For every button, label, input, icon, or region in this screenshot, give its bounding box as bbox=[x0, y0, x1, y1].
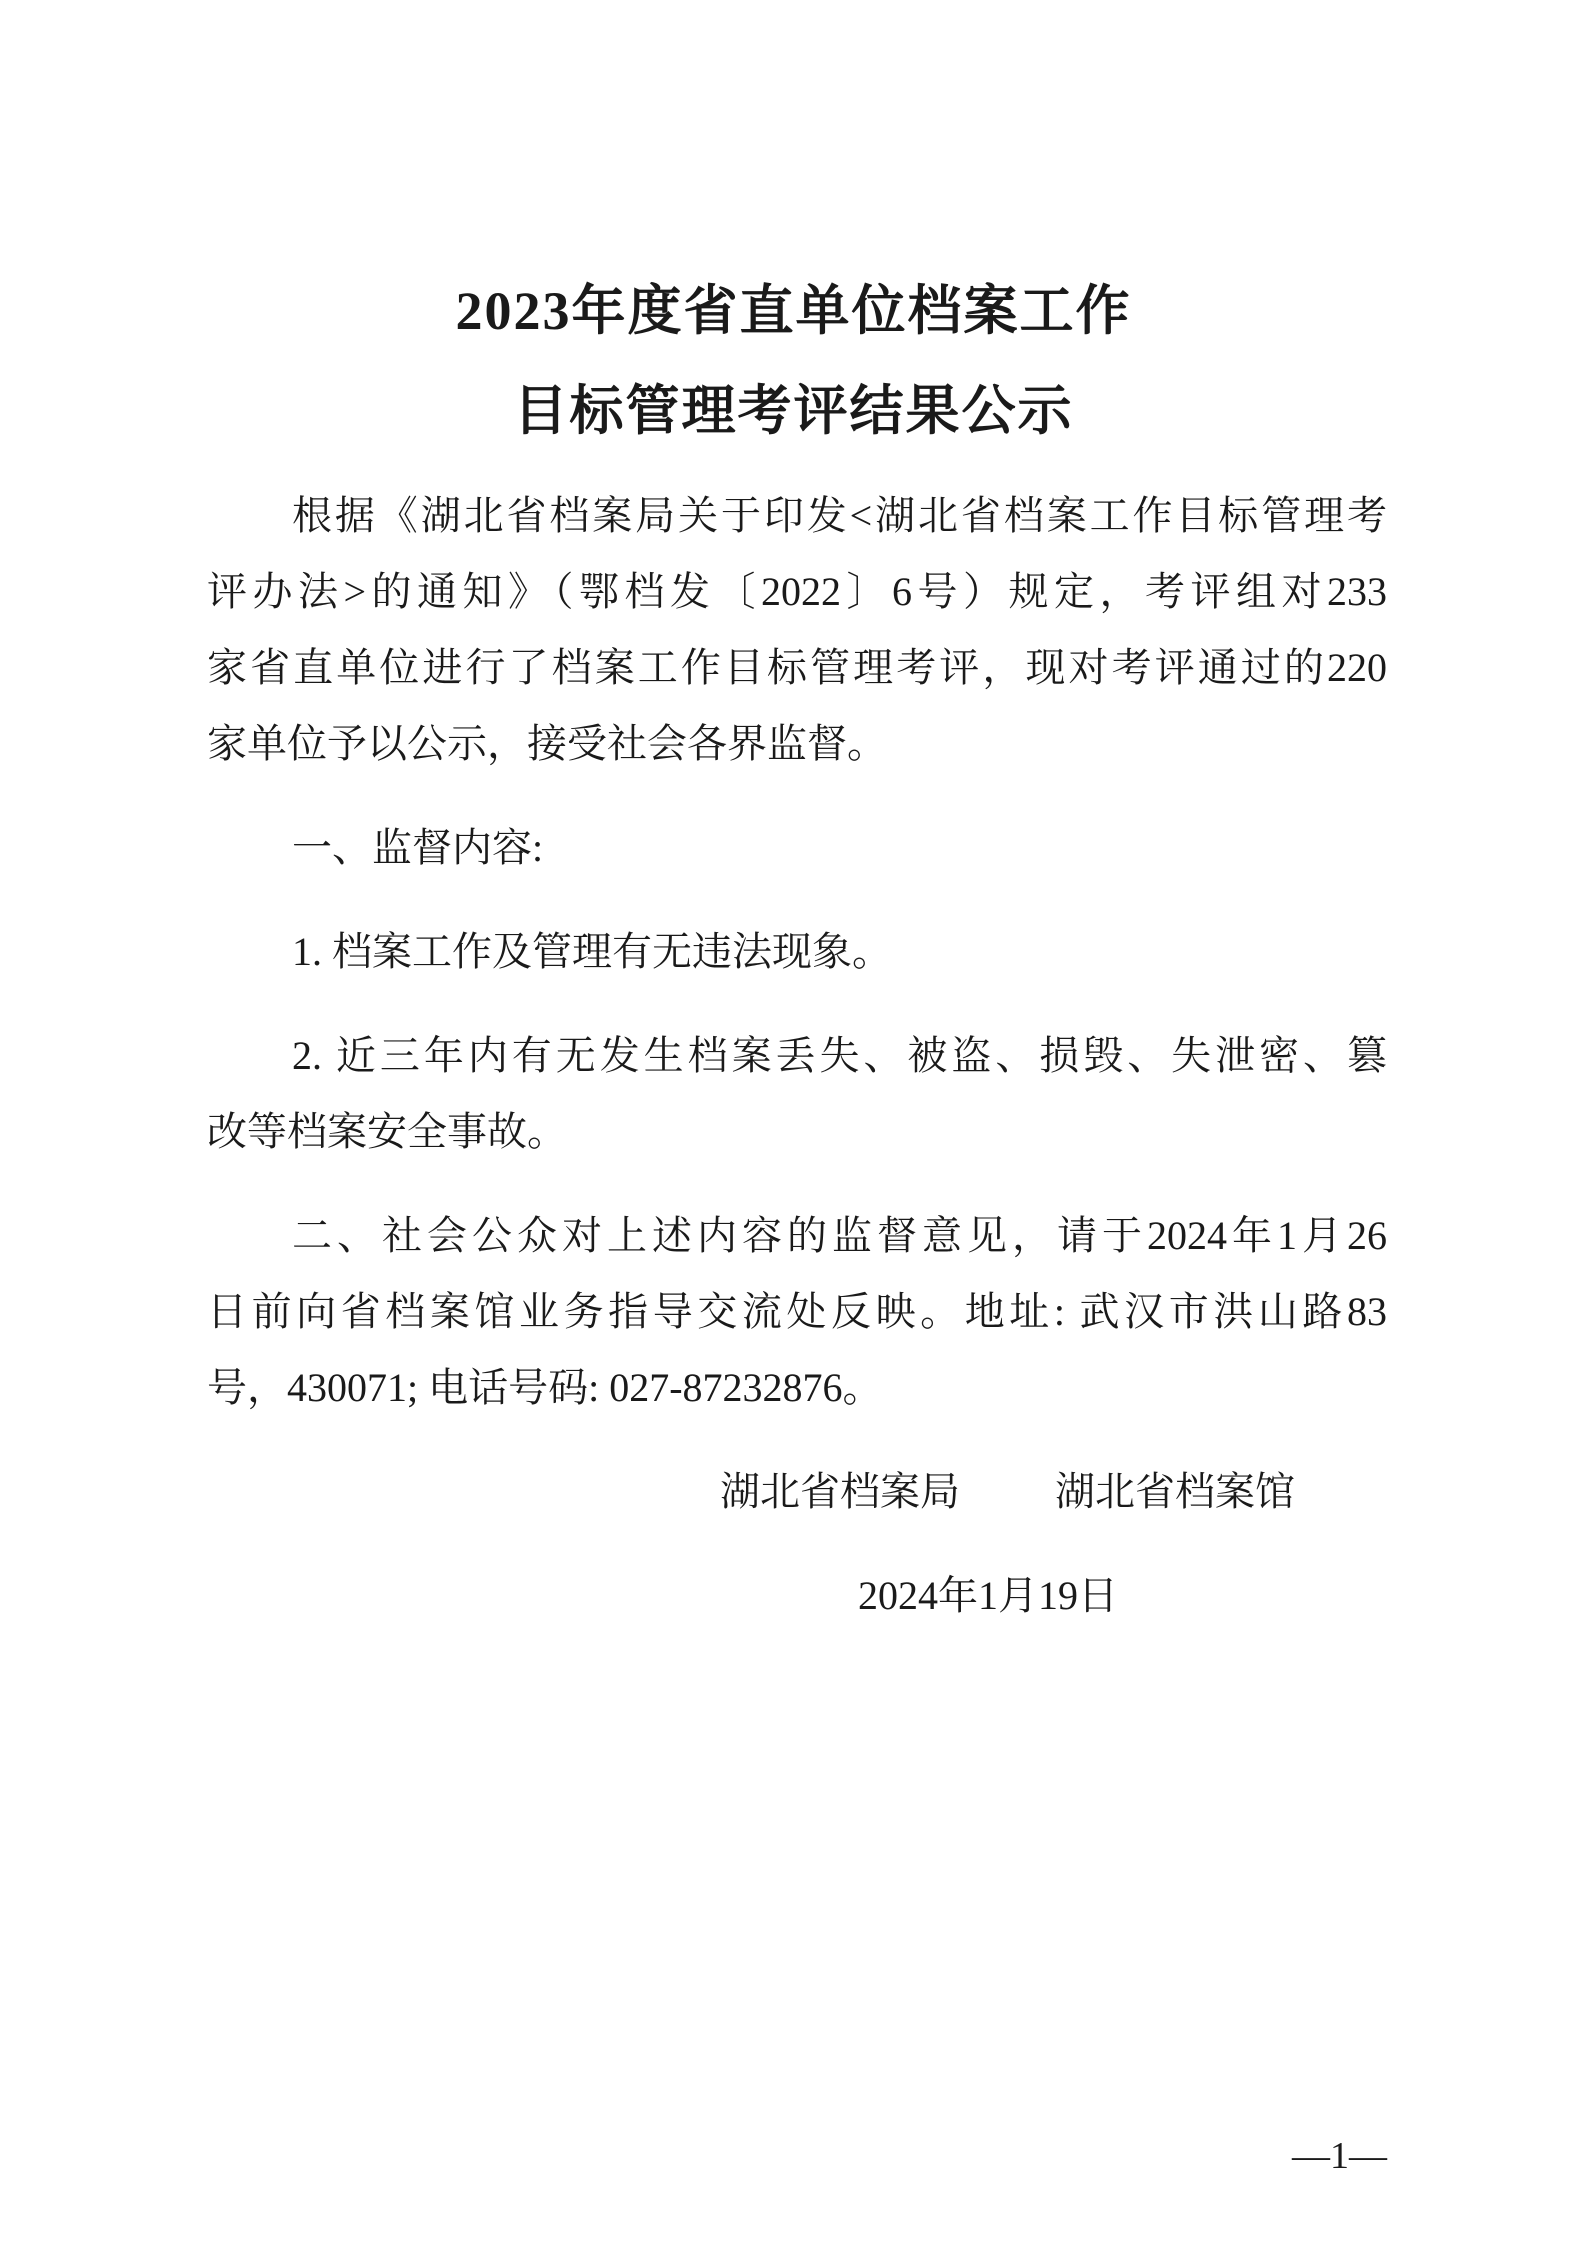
document-title-line-2: 目标管理考评结果公示 bbox=[513, 381, 1074, 441]
list-item-2-line-2: 改等档案安全事故。 bbox=[207, 1109, 567, 1154]
section-2-line-2: 日前向省档案馆业务指导交流处反映。地址: 武汉市洪山路83 bbox=[207, 1289, 1387, 1334]
section-2-line-1: 二、社会公众对上述内容的监督意见，请于2024年1月26 bbox=[292, 1213, 1387, 1258]
section-2-line-3: 号，430071; 电话号码: 027-87232876。 bbox=[207, 1365, 883, 1410]
section-heading-supervision-content: 一、监督内容: bbox=[292, 825, 544, 870]
intro-paragraph-line-3: 家省直单位进行了档案工作目标管理考评，现对考评通过的220 bbox=[207, 645, 1387, 690]
document-title-line-1: 2023年度省直单位档案工作 bbox=[455, 281, 1132, 341]
list-item-2-line-1: 2. 近三年内有无发生档案丢失、被盗、损毁、失泄密、篡 bbox=[292, 1033, 1387, 1078]
issue-date: 2024年1月19日 bbox=[858, 1573, 1118, 1618]
issuer-archives-bureau: 湖北省档案局 bbox=[720, 1469, 960, 1514]
page-number: —1— bbox=[1292, 2135, 1387, 2177]
issuer-archives-museum: 湖北省档案馆 bbox=[1055, 1469, 1295, 1514]
list-item-1: 1. 档案工作及管理有无违法现象。 bbox=[292, 929, 892, 974]
intro-paragraph-line-1: 根据《湖北省档案局关于印发<湖北省档案工作目标管理考 bbox=[292, 493, 1387, 538]
intro-paragraph-line-2: 评办法>的通知》（鄂档发〔2022〕6号）规定，考评组对233 bbox=[207, 569, 1387, 614]
intro-paragraph-line-4: 家单位予以公示，接受社会各界监督。 bbox=[207, 721, 887, 766]
